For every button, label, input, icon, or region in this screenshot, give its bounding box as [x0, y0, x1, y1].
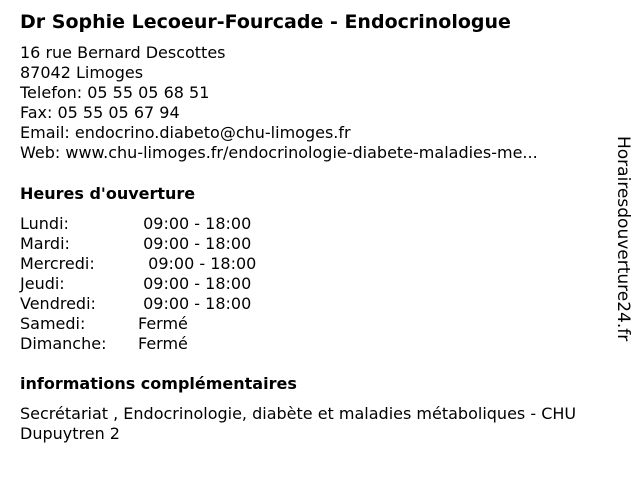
- info-heading: informations complémentaires: [20, 374, 297, 393]
- info-text: Secrétariat , Endocrinologie, diabète et maladies métaboliques - CHU Dupuytren 2: [20, 404, 577, 443]
- city-address: 87042 Limoges: [20, 63, 144, 82]
- day-label: Mercredi:: [20, 254, 95, 273]
- fax-number: Fax: 05 55 05 67 94: [20, 103, 180, 122]
- page-title: Dr Sophie Lecoeur-Fourcade - Endocrinologue: [20, 11, 511, 33]
- day-hours: Fermé: [138, 334, 188, 353]
- hours-row-tuesday: [20, 234, 256, 254]
- hours-heading: Heures d'ouverture: [20, 184, 196, 203]
- day-label: Dimanche:: [20, 334, 107, 353]
- day-label: Jeudi:: [20, 274, 65, 293]
- site-watermark: Horairesdouverture24.fr: [613, 136, 633, 342]
- day-label: Samedi:: [20, 314, 86, 333]
- website-url: Web: www.chu-limoges.fr/endocrinologie-diabete-maladies-me...: [20, 143, 538, 162]
- day-hours: 09:00 - 18:00: [138, 214, 252, 233]
- day-label: Vendredi:: [20, 294, 96, 313]
- day-label: Lundi:: [20, 214, 69, 233]
- hours-row-friday: [20, 294, 256, 314]
- day-label: Mardi:: [20, 234, 70, 253]
- day-hours: 09:00 - 18:00: [138, 274, 252, 293]
- day-hours: Fermé: [138, 314, 188, 333]
- street-address: 16 rue Bernard Descottes: [20, 43, 226, 62]
- hours-table: [20, 214, 256, 354]
- day-hours: 09:00 - 18:00: [138, 234, 252, 253]
- hours-row-thursday: [20, 274, 256, 294]
- hours-row-sunday: [20, 334, 256, 354]
- email-address: Email: endocrino.diabeto@chu-limoges.fr: [20, 123, 351, 142]
- hours-row-monday: [20, 214, 256, 234]
- contact-block: [20, 43, 538, 163]
- day-hours: 09:00 - 18:00: [138, 254, 257, 273]
- day-hours: 09:00 - 18:00: [138, 294, 252, 313]
- phone-number: Telefon: 05 55 05 68 51: [20, 83, 210, 102]
- hours-row-wednesday: [20, 254, 256, 274]
- hours-row-saturday: [20, 314, 256, 334]
